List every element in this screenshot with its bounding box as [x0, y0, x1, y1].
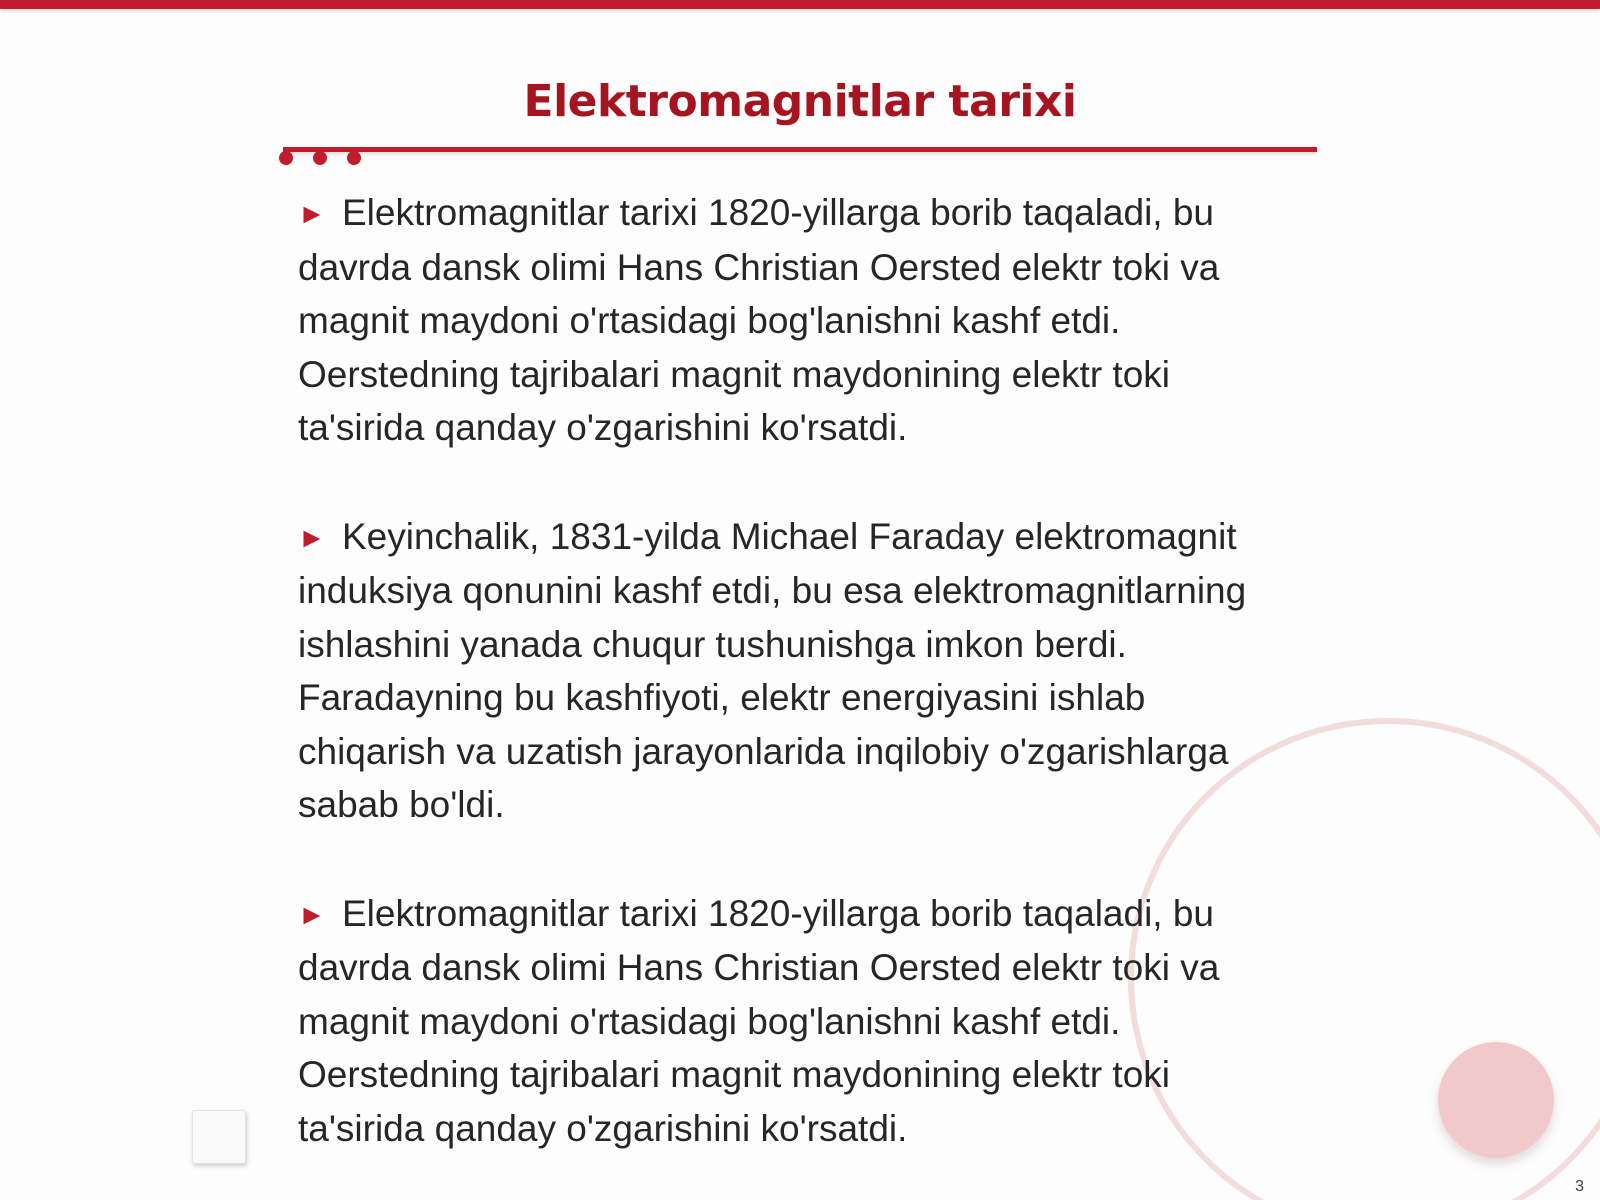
title-underline — [283, 147, 1317, 152]
page-number: 3 — [1575, 1178, 1584, 1195]
paragraph-3 — [298, 887, 1298, 1156]
bullet-arrow-icon: ► — [298, 898, 326, 930]
bullet-arrow-icon: ► — [298, 198, 326, 229]
slide-body — [298, 186, 1298, 1200]
bullet-arrow-icon: ► — [298, 521, 326, 553]
paragraph-1 — [298, 186, 1298, 455]
decor-circle-filled — [1438, 1042, 1554, 1158]
decor-square — [192, 1110, 246, 1164]
decor-dot-1 — [279, 151, 293, 165]
paragraph-3-text: Elektromagnitlar tarixi 1820-yillarga borib taqaladi, bu davrda dansk olimi Hans Christian Oersted elektr toki va magnit maydoni o'rtasidagi bog'lanishni kashf etdi. Oerstedning tajribalari magnit maydonining elektr toki ta'sirida qanday o'zgarishini ko'rsatdi. — [298, 892, 1220, 1149]
paragraph-1-text: Elektromagnitlar tarixi 1820-yillarga borib taqaladi, bu davrda dansk olimi Hans Christian Oersted elektr toki va magnit maydoni o'rtasidagi bog'lanishni kashf etdi. Oerstedning tajribalari magnit maydonining elektr toki ta'sirida qanday o'zgarishini ko'rsatdi. — [298, 192, 1220, 448]
decor-dot-2 — [313, 151, 327, 165]
decor-dot-3 — [347, 151, 361, 165]
slide-title: Elektromagnitlar tarixi — [523, 76, 1077, 127]
paragraph-2-text: Keyinchalik, 1831-yilda Michael Faraday elektromagnit induksiya qonunini kashf etdi, bu esa elektromagnitlarning ishlashini yanada chuqur tushunishga imkon berdi. Faradayning bu kashfiyoti, elektr energiyasini ishlab chiqarish va uzatish jarayonlarida inqilobiy o'zgarishlarga sabab bo'ldi. — [298, 515, 1247, 825]
top-accent-bar — [0, 0, 1600, 9]
paragraph-2 — [298, 510, 1298, 832]
